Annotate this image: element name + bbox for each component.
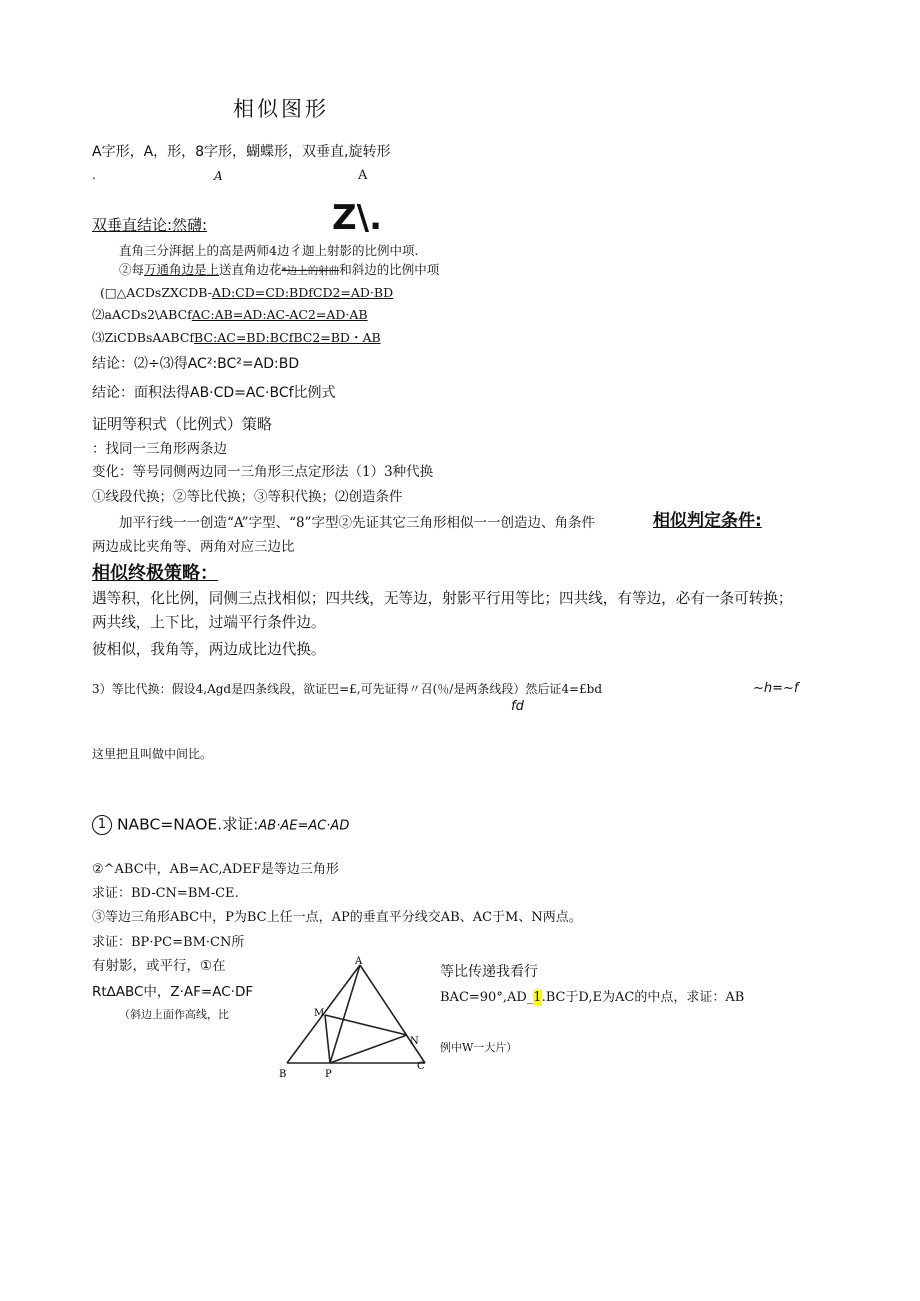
segment-mp [325,1015,330,1063]
item2-suffix: 和斜边的比例中项 [339,262,440,277]
left-col-line-3: （斜边上面作高线，比 [119,1008,229,1021]
double-perp-item1: 直角三分湃据上的高是两师4边彳迦上射影的比例中项. [119,243,419,258]
example-2-line-1: ②^ABC中，AB=AC,ADEF是等边三角形 [92,862,339,877]
segment-np [330,1035,407,1063]
proof-heading: 证明等积式（比例式）策略 [92,415,273,433]
ratio-line: 3）等比代换：假设4,Agd是四条线段，欲证巴=£,可先证得〃召(％/是两条线段）然后证4=£bd [92,682,603,696]
left-col-line-1: 有射影，或平行，①在 [92,958,226,974]
eq1-under: AD:CD=CD:BDfCD2=AD·BD [211,285,394,300]
triangle-figure [275,953,445,1083]
vertex-label-a: A [358,168,368,183]
final-line-2: 两共线，上下比，过端平行条件边。 [92,614,326,631]
proof-step-2: 变化：等号同侧两边同一三角形三点定形法（1）3种代换 [92,464,434,480]
eq3-under: BC:AC=BD:BCfBC2=BD・AB [194,330,381,345]
final-line-1: 遇等积，化比例，同侧三点找相似；四共线，无等边，射影平行用等比；四共线，有等边，必有一条可转换； [92,590,793,607]
eq2-under: AC:AB=AD:AC-AC2=AD·AB [191,307,368,322]
example-3-line: ③等边三角形ABC中，P为BC上任一点，AP的垂直平分线交AB、AC于M、N两点。 [92,910,582,925]
right-line-prefix: BAC=90°,AD_ [440,990,534,1005]
right-line-suffix: .BC于D,E为AC的中点，求证：AB [541,990,745,1005]
example-1-formula: AB·AE=AC·AD [258,818,350,834]
example-1-text: NABC=NAOE.求证: [116,815,259,834]
example-2-line-2: 求证：BD-CN=BM-CE. [92,886,239,901]
shapes-line: A字形，A，形，8字形，蝴蝶形，双垂直,旋转形 [92,144,391,160]
example-1 [92,815,349,835]
figure-label-p: P [325,1069,332,1080]
left-col-line-2: Rt∆ABC中，Z·AF=AC·DF [92,984,254,1000]
double-perp-item2 [119,262,439,278]
page-title: 相似图形 [233,97,329,121]
final-heading: 相似终极策略： [92,563,218,584]
segment-ap [330,965,360,1063]
item2-underlined: 万通角边是上 [144,262,220,277]
proof-step-5: 两边成比夹角等、两角对应三边比 [92,539,295,555]
example-3-proof: 求证：BP·PC=BM·CN所 [92,935,245,950]
item2-prefix: ②每 [119,262,145,277]
conclusion-2: 结论：面积法得AB·CD=AC·BCf比例式 [92,385,336,401]
ratio-fd: fd [511,699,524,714]
right-line-highlight: 1 [533,990,542,1005]
right-line-3: 例中W一大片） [440,1041,518,1054]
item2-strike: *边上的射曲 [281,265,340,277]
final-line-3: 彼相似，我角等，两边成比边代换。 [92,641,326,658]
eq2-prefix: ⑵aACDs2\ABCf [92,307,192,322]
equation-1 [100,285,393,300]
conclusion-1: 结论：⑵÷⑶得AC²:BC²=AD:BD [92,356,300,372]
equation-2 [92,307,368,322]
equation-3 [92,330,381,345]
proof-step-4: 加平行线一一创造“A”字型、“8”字型②先证其它三角形相似一一创造边、角条件 [119,515,595,531]
proof-step-1: ：找同一三角形两条边 [92,441,227,457]
figure-label-m: M [314,1008,325,1019]
figure-label-b: B [279,1069,287,1080]
vertex-label-a-italic: A [214,169,223,183]
big-glyph: Z\. [332,198,382,238]
right-line [440,990,744,1006]
eq3-prefix: ⑶ZiCDBsAABCf [92,330,195,345]
figure-label-a: A [355,956,363,967]
double-perp-heading: 双垂直结论:然礴: [92,216,208,234]
ratio-right: ~h=~f [753,681,799,696]
example-1-number: 1 [92,815,112,835]
eq1-prefix: (□△ACDsZXCDB- [100,285,212,300]
dot-mark: . [92,168,96,182]
item2-mid: 送直角边花 [219,262,282,277]
figure-label-n: N [410,1036,419,1047]
middle-ratio-note: 这里把且叫做中间比。 [92,747,213,761]
proof-step-4-emphasis: 相似判定条件: [653,511,762,531]
figure-label-c: C [417,1061,425,1072]
right-heading: 等比传递我看行 [440,964,538,980]
proof-step-3: ①线段代换；②等比代换；③等积代换；⑵创造条件 [92,489,403,505]
